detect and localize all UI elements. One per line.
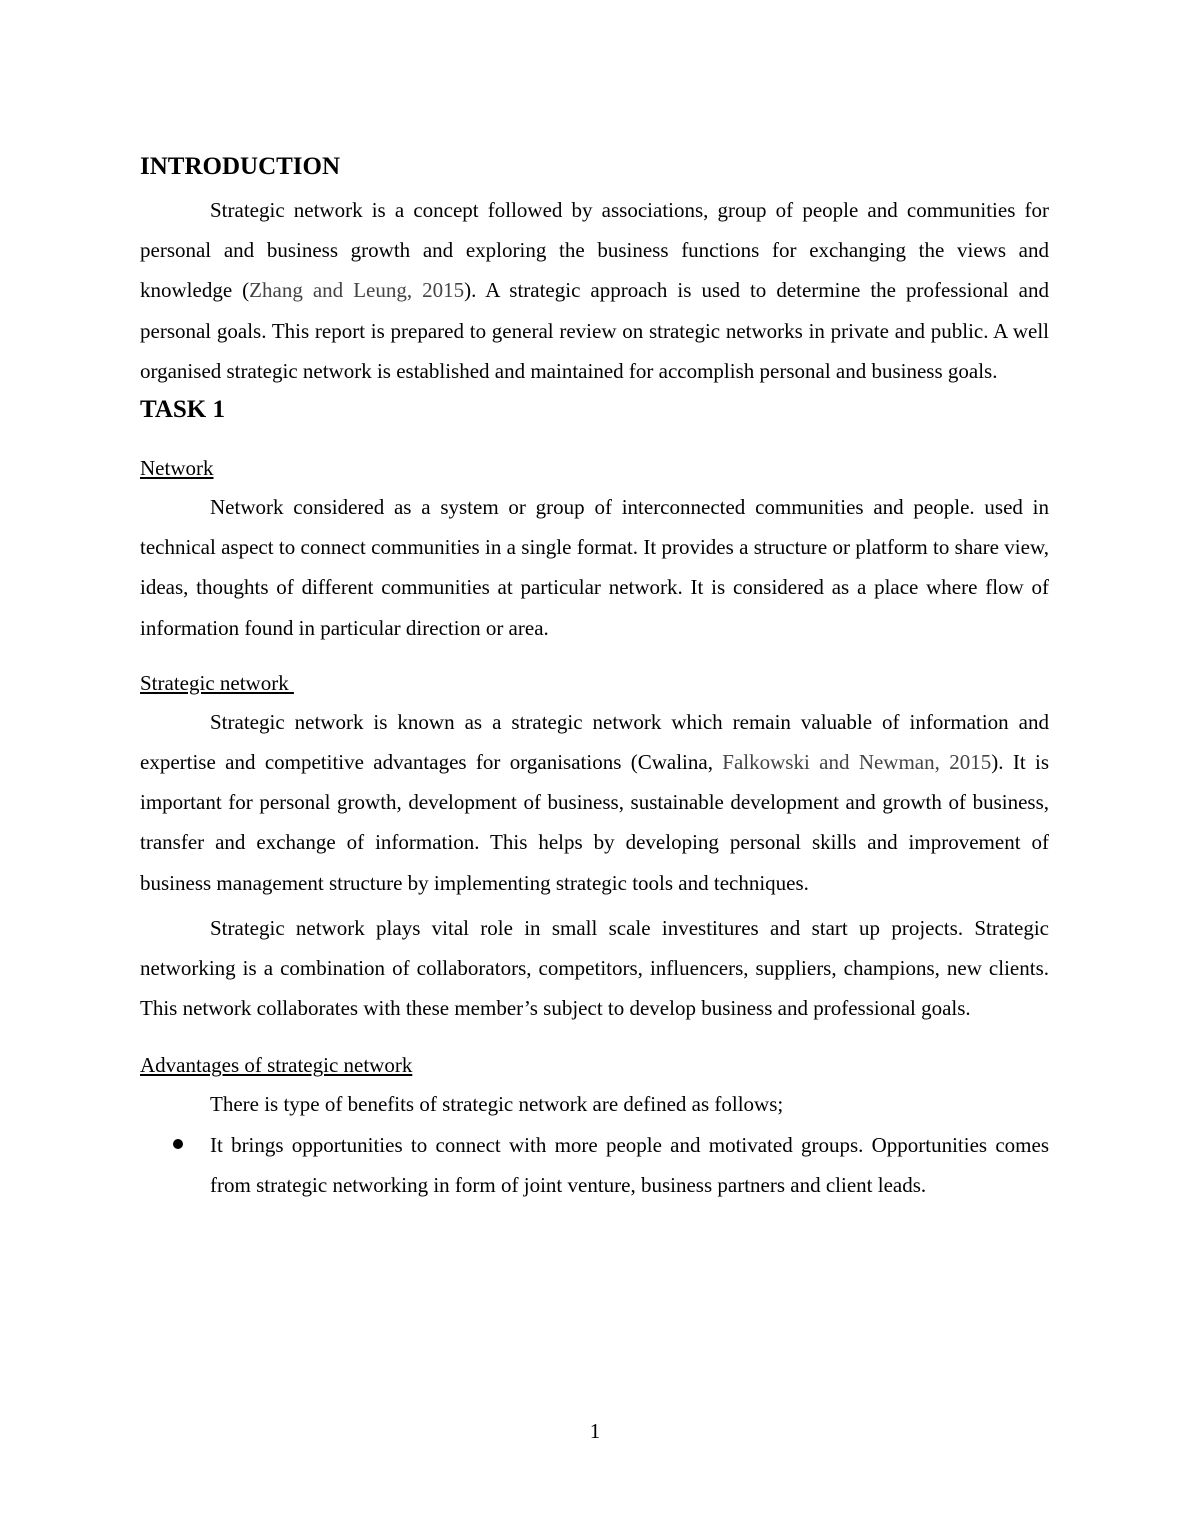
strategic-network-subheading: Strategic network (140, 670, 294, 695)
introduction-text-end: ). A strategic approach is used to determine the professional and personal goals. This report is prepared to general review on strategic networks in private and public. A well organised strategic network is established and maintained for accomplish personal and business goals. (140, 278, 1049, 383)
bullet-dot-icon (173, 1139, 183, 1149)
introduction-paragraph (140, 190, 1049, 391)
task-1-heading: TASK 1 (140, 396, 225, 424)
advantage-bullet-item (140, 1125, 1049, 1205)
strategic-network-paragraph-1 (140, 702, 1049, 903)
advantages-subheading: Advantages of strategic network (140, 1053, 413, 1078)
page-content (140, 148, 1049, 1205)
network-paragraph: Network considered as a system or group of interconnected communities and people. used in technical aspect to connect communities in a single format. It provides a structure or platform to share view, ideas, thoughts of different communities at particular network. It is considered as a place where flow of information found in particular direction or area. (140, 495, 1049, 640)
introduction-heading: INTRODUCTION (140, 153, 341, 180)
strategic-text-start: Strategic network is known as a strategic network which remain valuable of information and expertise and competitive advantages for organisations (Cwalina, (140, 709, 1049, 775)
introduction-text-start: Strategic network is a concept followed by associations, group of people and communities for personal and business growth and exploring the business functions for exchanging the views and knowledge ( (140, 198, 1049, 303)
strategic-text-end: ). It is important for personal growth, development of business, sustainable development and growth of business, transfer and exchange of information. This helps by developing personal skills and improvement of business management structure by implementing strategic tools and techniques. (140, 750, 1050, 895)
advantages-intro: There is type of benefits of strategic network are defined as follows; (210, 1092, 784, 1117)
network-subheading: Network (140, 456, 214, 481)
page-number: 1 (589, 1419, 601, 1443)
strategic-network-paragraph-2: Strategic network plays vital role in small scale investitures and start up projects. Strategic networking is a combination of collaborators, competitors, influencers, suppliers, champions, new clients. This network collaborates with these member’s subject to develop business and professional goals. (140, 915, 1049, 1021)
citation-falkowski-newman: Falkowski and Newman, 2015 (722, 750, 992, 775)
citation-zhang-leung: Zhang and Leung, 2015 (249, 278, 465, 303)
advantage-bullet-text: It brings opportunities to connect with more people and motivated groups. Opportunities comes from strategic networking in form of joint venture, business partners and client leads. (210, 1132, 1049, 1197)
